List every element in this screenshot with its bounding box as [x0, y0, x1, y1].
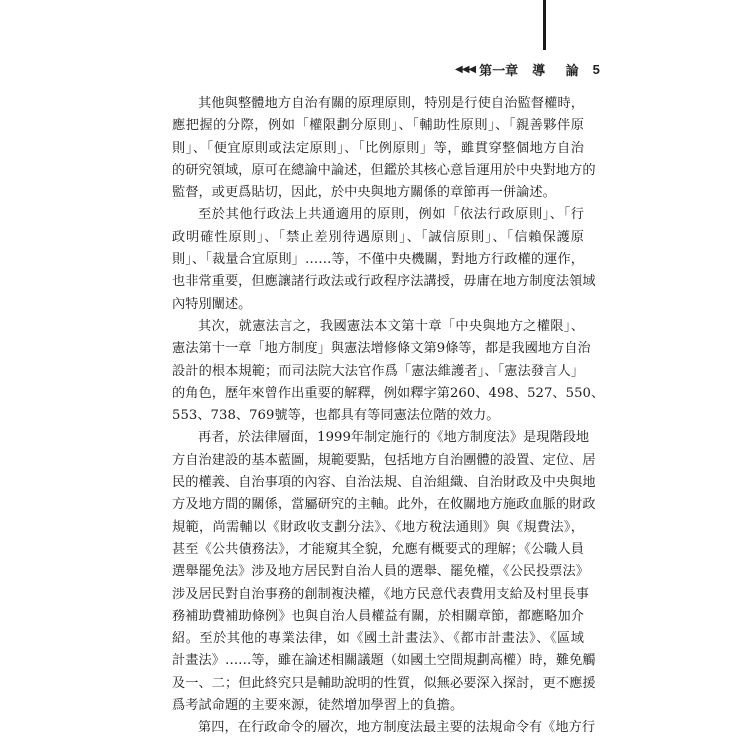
body-line: 的研究領域，原可在總論中論述，但鑑於其核心意旨運用於中央對地方的 [172, 162, 596, 178]
body-line: 內特別闡述。 [172, 296, 252, 312]
body-line: 涉及居民對自治事務的創制複決權，《地方民意代表費用支給及村里長事 [172, 586, 589, 602]
body-line: 再者，於法律層面，1999年制定施行的《地方制度法》是現階段地 [198, 430, 590, 446]
body-line: 則」、「裁量合宜原則」……等，不僅中央機關，對地方行政權的運作， [172, 252, 584, 268]
body-line: 也非常重要，但應讓諸行政法或行政程序法講授，毋庸在地方制度法領域 [172, 274, 596, 290]
body-line: 第四，在行政命令的層次，地方制度法最主要的法規命令有《地方行 [198, 720, 596, 736]
chapter-title: 導 論 [532, 63, 587, 79]
body-line: 爲考試命題的主要來源，徒然增加學習上的負擔。 [172, 698, 464, 714]
body-line: 紹。至於其他的專業法律，如《國土計畫法》、《都市計畫法》、《區域 [172, 631, 584, 647]
body-line: 應把握的分際，例如「權限劃分原則」、「輔助性原則」、「親善夥伴原 [172, 118, 584, 134]
body-line: 553、738、769號等，也都具有等同憲法位階的效力。 [172, 408, 500, 424]
body-line: 方及地方間的關係，當屬研究的主軸。此外，在攸關地方施政血脈的財政 [172, 497, 596, 513]
chapter-thumb-divider [543, 0, 546, 50]
body-line: 及一、二；但此終究只是輔助說明的性質，似無必要深入探討，更不應援 [172, 675, 596, 691]
body-line: 的角色，歷年來曾作出重要的解釋，例如釋字第260、498、527、550、 [172, 385, 605, 401]
body-line: 其他與整體地方自治有關的原理原則，特別是行使自治監督權時， [198, 96, 584, 111]
triangle-marks-icon: ◀◀◀ [455, 63, 476, 75]
body-line: 設計的根本規範；而司法院大法官作爲「憲法維護者」、「憲法發言人」 [172, 363, 584, 379]
body-line: 選舉罷免法》涉及地方居民對自治人員的選舉、罷免權，《公民投票法》 [172, 564, 589, 580]
body-line: 政明確性原則」、「禁止差別待遇原則」、「誠信原則」、「信賴保護原 [172, 229, 584, 245]
body-line: 規範，尚需輔以《財政收支劃分法》、《地方稅法通則》與《規費法》， [172, 519, 584, 535]
running-head [455, 61, 600, 77]
body-line: 憲法第十一章「地方制度」與憲法增修條文第9條等，都是我國地方自治 [172, 341, 591, 357]
body-line: 則」、「便宜原則或法定原則」、「比例原則」等，雖貫穿整個地方自治 [172, 140, 584, 156]
body-line: 甚至《公共債務法》，才能窺其全貌，允應有概要式的理解；《公職人員 [172, 541, 584, 557]
body-line: 計畫法》……等，雖在論述相關議題（如國土空間規劃高權）時，難免觸 [172, 653, 596, 669]
body-line: 務補助費補助條例》也與自治人員權益有關，於相關章節，都應略加介 [172, 608, 584, 624]
body-text [172, 93, 605, 740]
body-line: 民的權義、自治事項的內容、自治法規、自治組織、自治財政及中央與地 [172, 475, 596, 491]
chapter-label: 第一章 [479, 63, 519, 79]
body-line: 監督，或更爲貼切，因此，於中央與地方關係的章節再一併論述。 [172, 185, 556, 201]
page-number: 5 [592, 61, 600, 77]
body-line: 其次，就憲法言之，我國憲法本文第十章「中央與地方之權限」、 [198, 318, 584, 334]
body-line: 至於其他行政法上共通適用的原則，例如「依法行政原則」、「行 [198, 207, 584, 223]
body-line: 方自治建設的基本藍圖，規範要點，包括地方自治團體的設置、定位、居 [172, 452, 596, 468]
